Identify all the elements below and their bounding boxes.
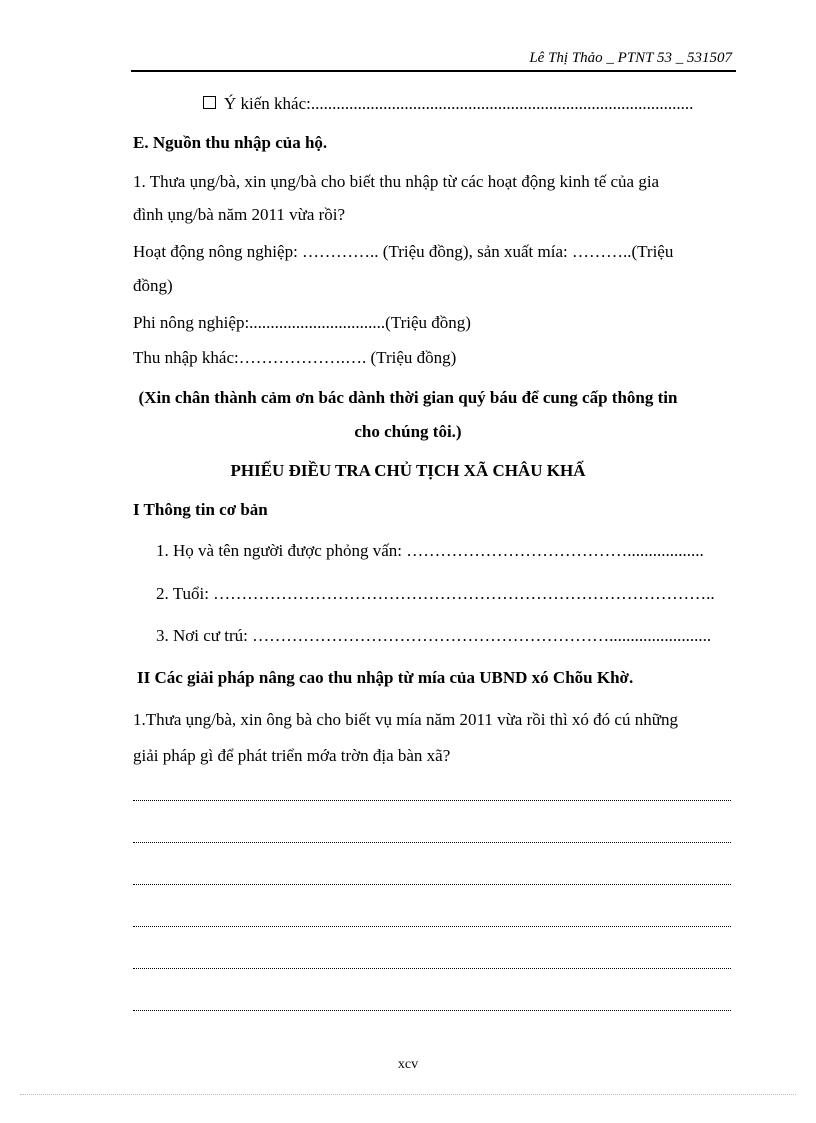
basic-info-item-name: 1. Họ và tên người được phỏng vấn: ………………………………….................. [156,541,704,560]
thanks-line-2: cho chúng tôi.) [354,422,462,441]
solutions-question-line-1: 1.Thưa ụng/bà, xin ông bà cho biết vụ mía năm 2011 vừa rồi thì xó đó cú những [133,710,678,729]
survey-title: PHIẾU ĐIỀU TRA CHỦ TỊCH XÃ CHÂU KHẤ [230,461,586,480]
page-bottom-rule [20,1094,796,1095]
thanks-line-1: (Xin chân thành cảm ơn bác dành thời gian quý báu để cung cấp thông tin [138,388,678,407]
agricultural-income-line-1: Hoạt động nông nghiệp: ………….. (Triệu đồng), sản xuất mía: ………..(Triệu [133,242,674,261]
answer-line [133,842,731,843]
header-rule [131,70,736,72]
basic-info-item-age: 2. Tuổi: …………………………………………………………………………….. [156,584,715,603]
running-header: Lê Thị Thảo _ PTNT 53 _ 531507 [529,50,732,66]
other-income: Thu nhập khác:……………….…. (Triệu đồng) [133,348,457,367]
solutions-question-line-2: giải pháp gì để phát triển mớa trờn địa bàn xã? [133,746,451,765]
income-question-line-2: đình ụng/bà năm 2011 vừa rồi? [133,205,346,224]
section-2-title: II Các giải pháp nâng cao thu nhập từ mía của UBND xó Chõu Khờ. [137,668,634,687]
other-opinion-option [203,94,693,114]
page-number: xcv [397,1057,419,1072]
other-opinion-label: Ý kiến khác:.......................................................................................... [224,94,694,113]
checkbox[interactable] [203,96,216,109]
answer-line [133,884,731,885]
non-agricultural-income: Phi nông nghiệp:................................(Triệu đồng) [133,313,471,332]
answer-line [133,926,731,927]
section-1-title: I Thông tin cơ bản [133,500,268,519]
agricultural-income-line-2: đồng) [133,276,173,295]
section-e-title: E. Nguồn thu nhập của hộ. [133,133,328,152]
answer-line [133,1010,731,1011]
answer-line [133,968,731,969]
answer-line [133,800,731,801]
basic-info-item-residence: 3. Nơi cư trú: ………………………………………………………........................ [156,626,712,645]
income-question-line-1: 1. Thưa ụng/bà, xin ụng/bà cho biết thu nhập từ các hoạt động kinh tế của gia [133,172,660,191]
